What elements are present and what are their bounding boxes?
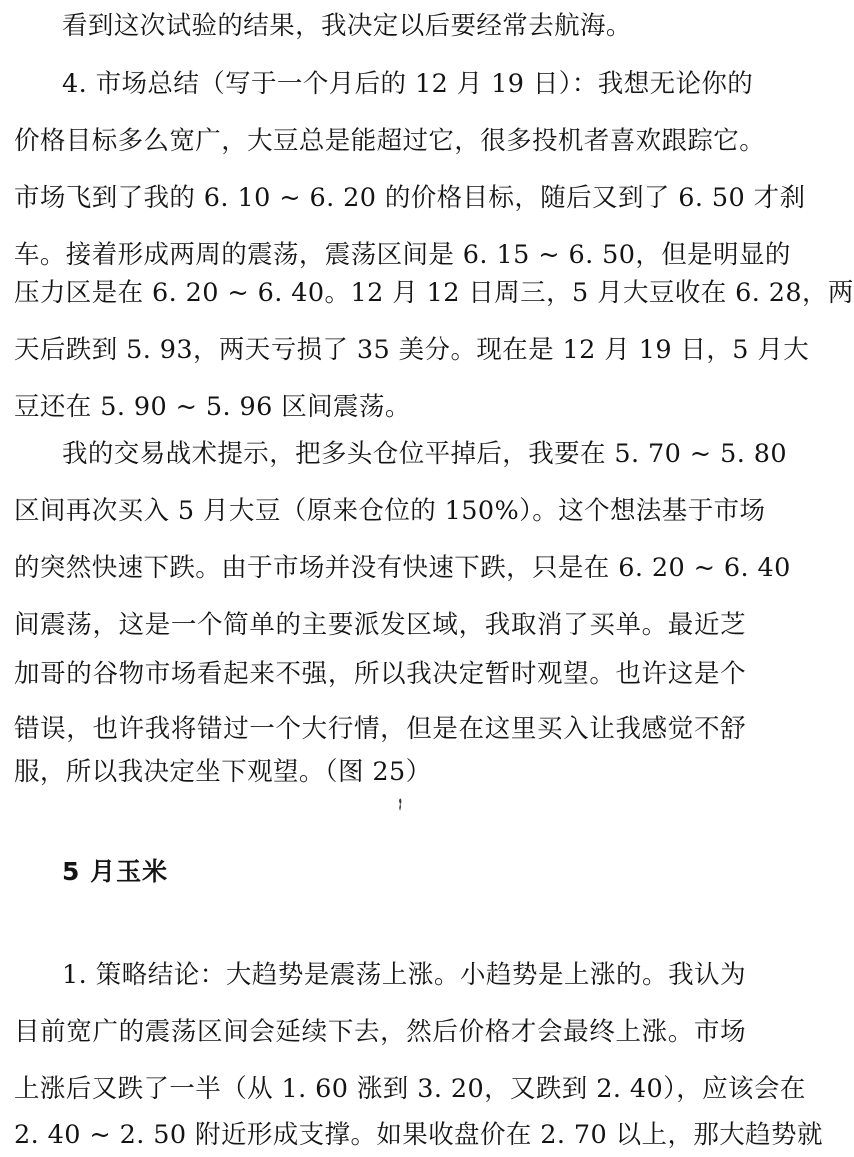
print-speck	[398, 798, 403, 812]
text-line: 4. 市场总结（写于一个月后的 12 月 19 日）：我想无论你的	[62, 69, 754, 99]
text-line: 豆还在 5. 90 ~ 5. 96 区间震荡。	[14, 392, 411, 422]
text-line: 市场飞到了我的 6. 10 ~ 6. 20 的价格目标，随后又到了 6. 50 才刹	[14, 183, 806, 213]
text-line: 价格目标多么宽广，大豆总是能超过它，很多投机者喜欢跟踪它。	[14, 126, 766, 156]
text-line: 压力区是在 6. 20 ~ 6. 40。12 月 12 日周三，5 月大豆收在 6. 28，两	[14, 278, 854, 308]
text-line: 的突然快速下跌。由于市场并没有快速下跌，只是在 6. 20 ~ 6. 40	[14, 553, 791, 583]
text-line: 上涨后又跌了一半（从 1. 60 涨到 3. 20，又跌到 2. 40），应该会在	[14, 1074, 806, 1104]
text-line: 加哥的谷物市场看起来不强，所以我决定暂时观望。也许这是个	[14, 659, 746, 689]
text-line: 目前宽广的震荡区间会延续下去，然后价格才会最终上涨。市场	[14, 1017, 746, 1047]
text-line: 1. 策略结论：大趋势是震荡上涨。小趋势是上涨的。我认为	[62, 960, 746, 990]
section-heading: 5 月玉米	[62, 857, 169, 886]
text-line: 错误，也许我将错过一个大行情，但是在这里买入让我感觉不舒	[14, 714, 746, 744]
text-line: 天后跌到 5. 93，两天亏损了 35 美分。现在是 12 月 19 日，5 月大	[14, 335, 810, 365]
text-line: 看到这次试验的结果，我决定以后要经常去航海。	[62, 11, 632, 41]
text-line: 2. 40 ~ 2. 50 附近形成支撑。如果收盘价在 2. 70 以上，那大趋势就	[14, 1120, 823, 1150]
text-line: 区间再次买入 5 月大豆（原来仓位的 150%）。这个想法基于市场	[14, 496, 766, 526]
text-line: 间震荡，这是一个简单的主要派发区域，我取消了买单。最近芝	[14, 610, 746, 640]
text-line: 车。接着形成两周的震荡，震荡区间是 6. 15 ~ 6. 50，但是明显的	[14, 240, 791, 270]
text-line: 服，所以我决定坐下观望。（图 25）	[14, 757, 432, 787]
text-line: 我的交易战术提示，把多头仓位平掉后，我要在 5. 70 ~ 5. 80	[62, 439, 787, 469]
